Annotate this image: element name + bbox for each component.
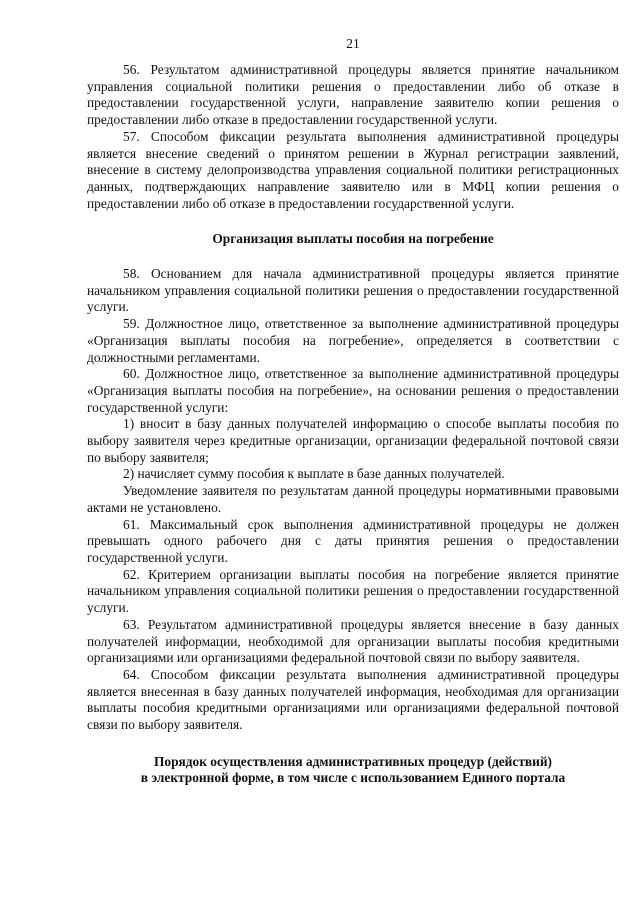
document-page [87,36,619,787]
paragraph-notification: Уведомление заявителя по результатам данной процедуры нормативными правовыми актами не установлено. [87,483,619,515]
paragraph-63: 63. Результатом административной процедуры является внесение в базу данных получателей информации, необходимой для организации выплаты пособия кредитными организациями или организациями федеральной почтовой связи по выбору заявителя. [87,616,619,666]
paragraph-64: 64. Способом фиксации результата выполнения административной процедуры является внесенная в базу данных получателей информация, необходимая для организации выплаты пособия кредитными организациями или организациями федеральной почтовой связи по выбору заявителя. [87,666,619,733]
page-number: 21 [346,36,360,51]
list-item-2: 2) начисляет сумму пособия к выплате в базе данных получателей. [123,466,505,482]
list-item-1: 1) вносит в базу данных получателей информацию о способе выплаты пособия по выбору заявителя через кредитные организации, организации федеральной почтовой связи по выбору заявителя; [87,416,619,465]
section-heading-electronic-line1: Порядок осуществления административных процедур (действий) [153,753,553,769]
section-heading-burial-allowance: Организация выплаты пособия на погребение [212,231,494,247]
paragraph-61: 61. Максимальный срок выполнения административной процедуры не должен превышать одного рабочего дня с даты принятия решения о предоставлении государственной услуги. [87,516,619,565]
paragraph-60: 60. Должностное лицо, ответственное за выполнение административной процедуры «Организация выплаты пособия на погребение», на основании решения о предоставлении государственной услуги: [87,366,619,415]
paragraph-59: 59. Должностное лицо, ответственное за выполнение административной процедуры «Организация выплаты пособия на погребение», определяется в соответствии с должностными регламентами. [87,316,619,365]
paragraph-56: 56. Результатом административной процедуры является принятие начальником управления социальной политики решения о предоставлении либо об отказе в предоставлении государственной услуги, направление заявителю копии решения о предоставлении либо отказе в предоставлении государственной услуги. [87,62,619,128]
section-heading-electronic-line2: в электронной форме, в том числе с использованием Единого портала [140,770,566,786]
paragraph-58: 58. Основанием для начала административной процедуры является принятие начальником управления социальной политики решения о предоставлении государственной услуги. [87,266,619,315]
paragraph-62: 62. Критерием организации выплаты пособия на погребение является принятие начальником управления социальной политики решения о предоставлении государственной услуги. [87,566,619,616]
paragraph-57: 57. Способом фиксации результата выполнения административной процедуры является внесение сведений о принятом решении в Журнал регистрации заявлений, внесение в систему делопроизводства управления социальной политики регистрационных данных, подтверждающих направление заявителю или в МФЦ копии решения о предоставлении либо об отказе в предоставлении государственной услуги. [87,128,619,211]
